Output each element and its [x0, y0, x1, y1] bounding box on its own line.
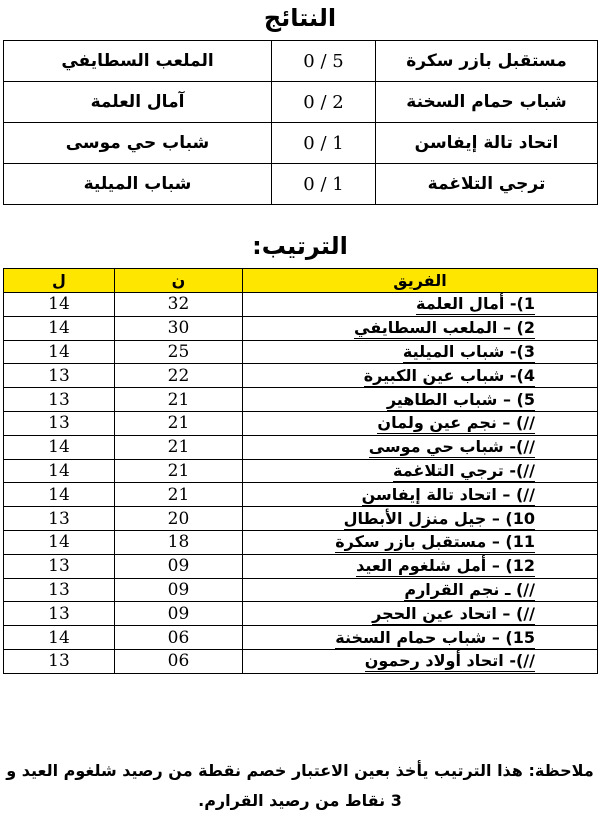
away-team: شباب حي موسى — [4, 123, 272, 164]
team-cell — [243, 602, 598, 626]
team-name: //) ـ نجم القرارم — [404, 579, 535, 599]
standings-row — [4, 578, 598, 602]
team-name: 1)- أمال العلمة — [416, 294, 535, 314]
team-cell — [243, 626, 598, 650]
points-cell: 21 — [115, 435, 243, 459]
home-team: مستقبل بازر سكرة — [376, 41, 598, 82]
team-name: 4)- شباب عين الكبيرة — [363, 365, 535, 385]
points-cell: 22 — [115, 364, 243, 388]
played-cell: 13 — [4, 411, 115, 435]
standings-row — [4, 316, 598, 340]
played-cell: 14 — [4, 293, 115, 317]
team-name: //)- شباب حي موسى — [368, 437, 535, 457]
match-score: 0 / 1 — [272, 123, 376, 164]
points-cell: 09 — [115, 578, 243, 602]
standings-row — [4, 530, 598, 554]
team-name: //)- اتحاد أولاد رحمون — [364, 651, 535, 671]
standings-table — [3, 268, 598, 674]
points-cell: 21 — [115, 411, 243, 435]
points-cell: 32 — [115, 293, 243, 317]
team-cell — [243, 649, 598, 673]
points-cell: 06 — [115, 626, 243, 650]
away-team: آمال العلمة — [4, 82, 272, 123]
team-cell — [243, 507, 598, 531]
team-name: 2) – الملعب السطايفي — [354, 318, 535, 338]
home-team: ترجي التلاغمة — [376, 164, 598, 205]
standings-row — [4, 626, 598, 650]
away-team: الملعب السطايفي — [4, 41, 272, 82]
team-cell — [243, 316, 598, 340]
played-header: ل — [4, 269, 115, 293]
played-cell: 14 — [4, 626, 115, 650]
team-name: //) – نجم عين ولمان — [377, 413, 535, 433]
played-cell: 13 — [4, 507, 115, 531]
team-name: 15) – شباب حمام السخنة — [335, 627, 535, 647]
points-cell: 30 — [115, 316, 243, 340]
standings-note: ملاحظة: هذا الترتيب يأخذ بعين الاعتبار خصم نقطة من رصيد شلغوم العيد و 3 نقاط من رصيد القرارم. — [6, 761, 594, 810]
team-cell — [243, 483, 598, 507]
points-header: ن — [115, 269, 243, 293]
played-cell: 13 — [4, 649, 115, 673]
team-cell — [243, 530, 598, 554]
points-cell: 18 — [115, 530, 243, 554]
points-cell: 21 — [115, 483, 243, 507]
away-team: شباب الميلية — [4, 164, 272, 205]
standings-row — [4, 435, 598, 459]
standings-row — [4, 507, 598, 531]
match-row — [4, 164, 598, 205]
team-name: 5) – شباب الطاهير — [386, 389, 535, 409]
match-score: 0 / 5 — [272, 41, 376, 82]
played-cell: 14 — [4, 316, 115, 340]
points-cell: 09 — [115, 554, 243, 578]
played-cell: 14 — [4, 483, 115, 507]
match-row — [4, 82, 598, 123]
played-cell: 14 — [4, 530, 115, 554]
results-title: النتائج — [263, 4, 337, 32]
played-cell: 13 — [4, 388, 115, 412]
points-cell: 21 — [115, 459, 243, 483]
played-cell: 14 — [4, 435, 115, 459]
team-cell — [243, 411, 598, 435]
standings-row — [4, 483, 598, 507]
standings-row — [4, 388, 598, 412]
team-cell — [243, 364, 598, 388]
team-name: 3)- شباب الميلية — [402, 341, 535, 361]
match-score: 0 / 2 — [272, 82, 376, 123]
team-header: الفريق — [243, 269, 598, 293]
team-name: 11) – مستقبل بازر سكرة — [335, 532, 535, 552]
team-name: //) – اتحاد عين الحجر — [372, 603, 535, 623]
team-name: //) – اتحاد تالة إيفاسن — [361, 484, 535, 504]
team-cell — [243, 459, 598, 483]
team-name: 10) – جيل منزل الأبطال — [343, 508, 535, 528]
team-cell — [243, 340, 598, 364]
standings-header-row — [4, 269, 598, 293]
match-score: 0 / 1 — [272, 164, 376, 205]
standings-row — [4, 554, 598, 578]
team-cell — [243, 554, 598, 578]
played-cell: 13 — [4, 364, 115, 388]
team-cell — [243, 388, 598, 412]
team-name: //)- ترجي التلاغمة — [393, 460, 535, 480]
team-cell — [243, 578, 598, 602]
points-cell: 06 — [115, 649, 243, 673]
standings-row — [4, 364, 598, 388]
played-cell: 13 — [4, 578, 115, 602]
played-cell: 13 — [4, 554, 115, 578]
standings-body — [4, 293, 598, 674]
team-cell — [243, 435, 598, 459]
team-cell — [243, 293, 598, 317]
points-cell: 09 — [115, 602, 243, 626]
played-cell: 13 — [4, 602, 115, 626]
match-row — [4, 41, 598, 82]
standings-row — [4, 293, 598, 317]
standings-row — [4, 411, 598, 435]
home-team: شباب حمام السخنة — [376, 82, 598, 123]
points-cell: 21 — [115, 388, 243, 412]
standings-row — [4, 340, 598, 364]
played-cell: 14 — [4, 340, 115, 364]
standings-row — [4, 649, 598, 673]
standings-title: الترتيب: — [252, 232, 348, 260]
standings-row — [4, 459, 598, 483]
standings-row — [4, 602, 598, 626]
points-cell: 20 — [115, 507, 243, 531]
played-cell: 14 — [4, 459, 115, 483]
match-row — [4, 123, 598, 164]
points-cell: 25 — [115, 340, 243, 364]
results-table — [3, 40, 598, 205]
team-name: 12) – أمل شلغوم العيد — [356, 556, 535, 576]
home-team: اتحاد تالة إيفاسن — [376, 123, 598, 164]
